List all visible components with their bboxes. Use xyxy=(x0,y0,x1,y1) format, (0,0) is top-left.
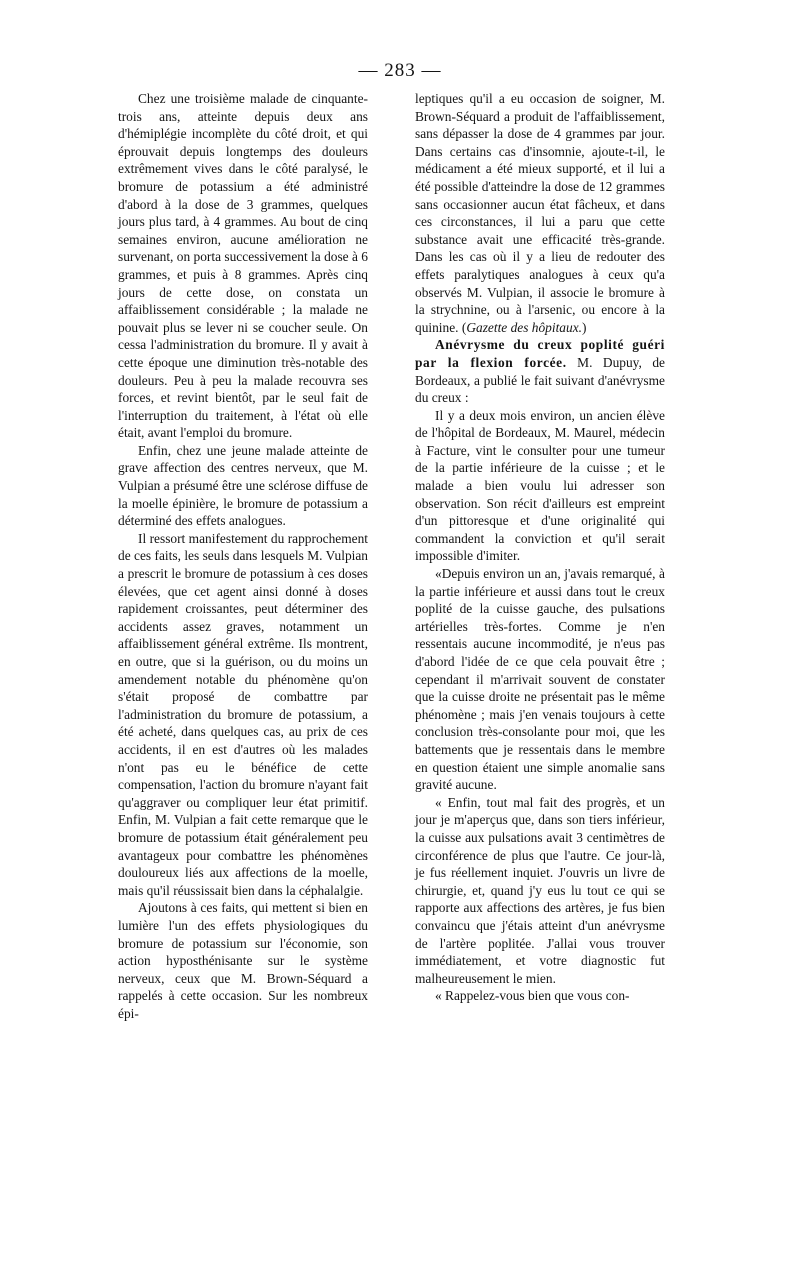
paragraph: Enfin, chez une jeune malade atteinte de grave affection des centres nerveux, que M. Vulpian a présumé être une sclérose diffuse de la moelle épinière, le bromure de potassium a déterminé des effets analogues. xyxy=(118,442,368,529)
left-column xyxy=(118,90,368,1022)
right-column xyxy=(415,90,665,1005)
paragraph: «Depuis environ un an, j'avais remarqué, à la partie inférieure et aussi dans tout le creux poplité de la cuisse gauche, des pulsations artérielles très-fortes. Comme je n'en ressentais aucune incommodité, je n'eus pas d'abord l'idée de ce que cela pouvait être ; cependant il m'arrivait souvent de constater que la cuisse droite ne présentait pas le même phénomène ; mais j'en venais toujours à cette conclusion très-consolante pour moi, que les battements que je ressentais dans le membre en question étaient une simple anomalie sans gravité aucune. xyxy=(415,566,665,793)
section-heading: Anévrysme du creux poplité guéri par la flexion forcée. xyxy=(415,337,665,370)
continued-paragraph xyxy=(415,90,665,336)
paragraph: Il y a deux mois environ, un ancien élève de l'hôpital de Bordeaux, M. Maurel, médecin à Facture, vint le consulter pour une tumeur de la partie inférieure de la cuisse ; et le malade a bien voulu lui adresser son observation. Son récit d'ailleurs est empreint d'un pittoresque et d'une originalité qui commandent la conviction et qu'il serait impossible d'imiter. xyxy=(415,407,665,564)
section-intro: M. Dupuy, de Bordeaux, a publié le fait suivant d'anévrysme du creux : xyxy=(415,354,665,406)
paragraph: Il ressort manifestement du rapprochement de ces faits, les seuls dans lesquels M. Vulpian a prescrit le bromure de potassium à ces doses élevées, que cet agent ainsi donné à doses rapidement croissantes, peut déterminer des accidents assez graves, notamment un affaiblissement général extrême. Ils montrent, en outre, que si la guérison, ou du moins un amendement notable du phénomène qu'on s'était proposé de combattre par l'administration du bromure de potassium, a été acheté, dans quelques cas, au prix de ces accidents, il en est d'autres où les malades n'ont pas eu le bénéfice de cette compensation, l'action du bromure n'ayant fait qu'aggraver ou compliquer leur état primitif. Enfin, M. Vulpian a fait cette remarque que le bromure de potassium était généralement peu avantageux pour combattre les phénomènes douloureux liés aux affections de la moelle, mais qu'il réussissait bien dans la céphalalgie. xyxy=(118,530,368,898)
paragraph: « Rappelez-vous bien que vous con- xyxy=(435,988,630,1004)
paragraph: Ajoutons à ces faits, qui mettent si bien en lumière l'un des effets physiologiques du bromure de potassium sur l'économie, son action hyposthénisante sur le système nerveux, ceux que M. Brown-Séquard a rappelés à cette occasion. Sur les nombreux épi- xyxy=(118,900,368,1021)
section-intro-paragraph xyxy=(415,336,665,406)
citation-close: ) xyxy=(582,319,587,335)
page-number: — 283 — xyxy=(358,60,442,81)
citation-source: Gazette des hôpitaux. xyxy=(466,319,582,335)
continued-text: leptiques qu'il a eu occasion de soigner, M. Brown-Séquard a produit de l'affaiblissement, sans dépasser la dose de 4 grammes par jour. Dans certains cas d'insomnie, ajoute-t-il, le médicament a été mieux supporté, et il lui a été possible d'atteindre la dose de 12 grammes sans occasionner aucun état fâcheux, et dans ces circonstances, il lui a paru que cette substance avait une efficacité très-grande. Dans les cas où il y a lieu de redouter des effets paralytiques analogues à ceux qu'a observés M. Vulpian, il associe le bromure à la strychnine, ou à l'arsenic, ou encore à la quinine. ( xyxy=(415,91,665,335)
paragraph: Chez une troisième malade de cinquante-trois ans, atteinte depuis deux ans d'hémiplégie incomplète du côté droit, et qui éprouvait depuis longtemps des douleurs extrêmement vives dans le côté paralysé, le bromure de potassium a été administré d'abord à la dose de 3 grammes, quelques jours plus tard, à 4 grammes. Au bout de cinq semaines environ, aucune amélioration ne survenant, on porta successivement la dose à 6 grammes, et puis à 8 grammes. Après cinq jours de cette dose, on constata un affaiblissement considérable ; la malade ne pouvait plus se lever ni se coucher seule. On cessa l'administration du bromure. Il y avait à cette époque une diminution très-notable des douleurs. Peu à peu la malade recouvra ses forces, et revint bientôt, par le seul fait de l'interruption du traitement, à l'état où elle était, avant l'emploi du bromure. xyxy=(118,91,368,441)
paragraph: « Enfin, tout mal fait des progrès, et un jour je m'aperçus que, dans son tiers inférieur, la cuisse aux pulsations avait 3 centimètres de circonférence de plus que l'autre. Ce jour-là, je fus réellement inquiet. J'ouvris un livre de chirurgie, et, quand j'y eus lu tout ce qui se rapporte aux affections des artères, je fus bien convaincu que j'étais atteint d'un anévrysme de l'artère poplitée. J'allai vous trouver immédiatement, et votre diagnostic fut malheureusement le mien. xyxy=(415,794,665,986)
